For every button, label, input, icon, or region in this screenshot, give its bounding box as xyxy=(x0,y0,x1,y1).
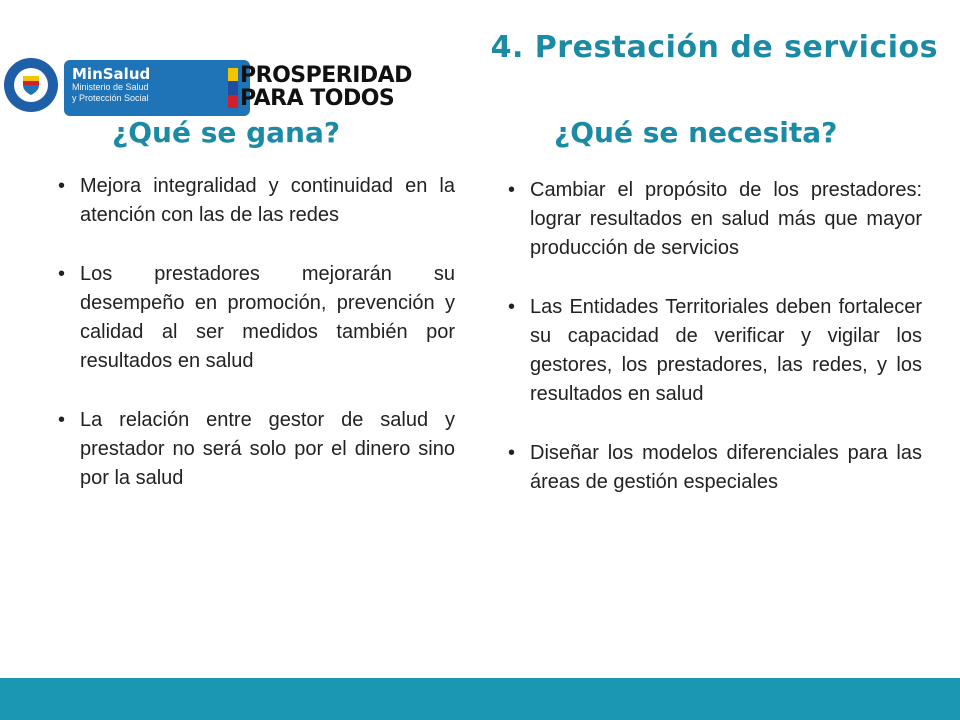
footer-bar xyxy=(0,678,960,720)
slide-title: 4. Prestación de servicios xyxy=(490,30,938,65)
list-item xyxy=(58,260,455,376)
coat-of-arms-icon xyxy=(19,73,43,97)
left-bullet-list xyxy=(58,172,455,523)
minsalud-subtitle-2: y Protección Social xyxy=(72,93,149,103)
left-column-heading: ¿Qué se gana? xyxy=(112,116,341,149)
prosperidad-logo xyxy=(240,64,412,110)
list-item-text: Mejora integralidad y continuidad en la atención con las de las redes xyxy=(80,175,455,226)
list-item-text: Las Entidades Territoriales deben fortalecer su capacidad de verificar y vigilar los gestores, los prestadores, las redes, y los resultados en salud xyxy=(530,296,922,405)
bullet-icon: • xyxy=(58,175,66,197)
flag-stripe-icon xyxy=(228,68,238,108)
bullet-icon: • xyxy=(508,296,516,318)
list-item xyxy=(508,293,922,409)
list-item xyxy=(508,176,922,263)
bullet-icon: • xyxy=(508,442,516,464)
list-item-text: La relación entre gestor de salud y prestador no será solo por el dinero sino por la salud xyxy=(80,409,455,489)
minsalud-name: MinSalud xyxy=(72,65,151,83)
prosperidad-line-2: PARA TODOS xyxy=(240,86,395,111)
list-item-text: Diseñar los modelos diferenciales para las áreas de gestión especiales xyxy=(530,442,922,493)
list-item xyxy=(58,172,455,230)
minsalud-subtitle-1: Ministerio de Salud xyxy=(72,82,149,92)
logo-area xyxy=(2,58,412,120)
list-item-text: Cambiar el propósito de los prestadores: lograr resultados en salud más que mayor producción de servicios xyxy=(530,179,922,259)
colombia-seal-logo xyxy=(4,58,58,112)
list-item xyxy=(508,439,922,497)
right-bullet-list xyxy=(508,176,922,527)
prosperidad-line-1: PROSPERIDAD xyxy=(240,63,412,88)
minsalud-logo xyxy=(64,60,250,116)
bullet-icon: • xyxy=(58,263,66,285)
bullet-icon: • xyxy=(58,409,66,431)
list-item xyxy=(58,406,455,493)
bullet-icon: • xyxy=(508,179,516,201)
list-item-text: Los prestadores mejorarán su desempeño en promoción, prevención y calidad al ser medidos también por resultados en salud xyxy=(80,263,455,372)
right-column-heading: ¿Qué se necesita? xyxy=(554,116,838,149)
